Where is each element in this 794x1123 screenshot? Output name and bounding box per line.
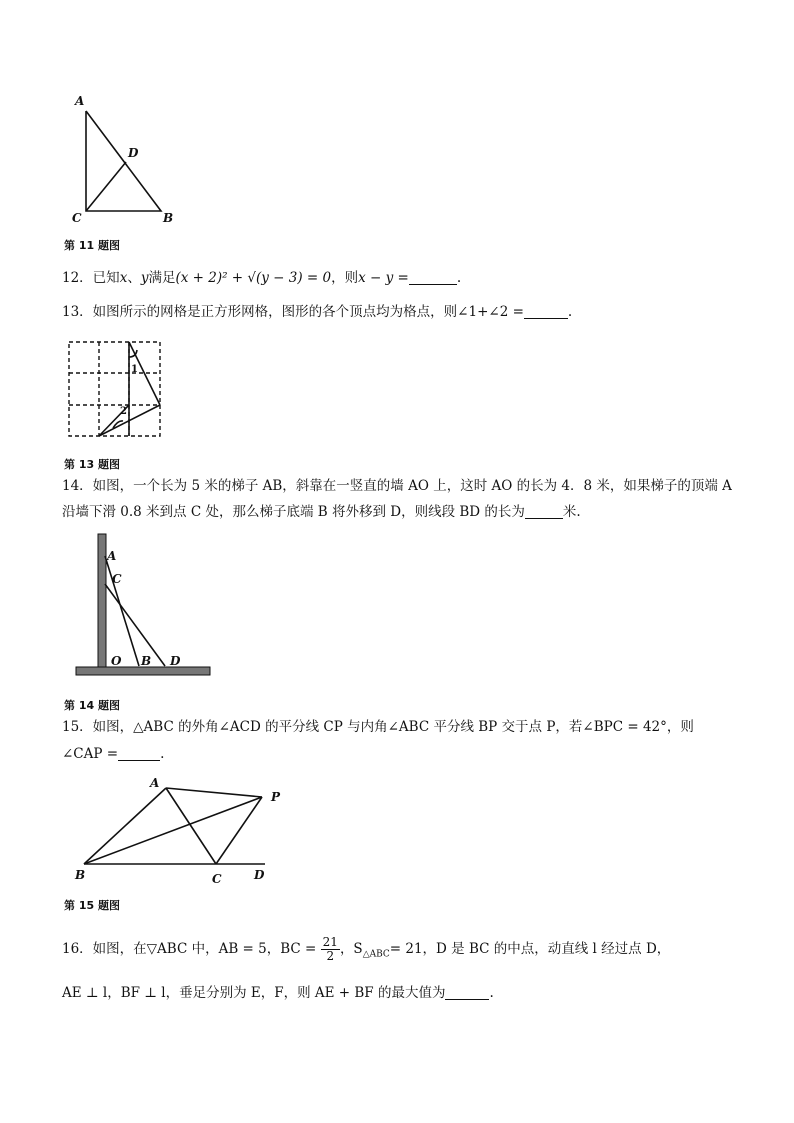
q16-answer-blank[interactable] [445,985,489,1000]
fig15-label-c: C [212,872,222,886]
question-15-line-1: 15．如图，△ABC 的外角∠ACD 的平分线 CP 与内角∠ABC 平分线 BP 交于点 P，若∠BPC = 42°，则 [62,719,694,735]
q15-line2-pre: ∠CAP = [62,746,119,762]
q16-line1-mid: ，S [339,941,363,957]
fig15-label-p: P [271,790,281,804]
q12-var-y: y [140,270,149,286]
q13-text: 13．如图所示的网格是正方形网格，图形的各个顶点均为格点，则∠1+∠2 = [62,304,524,320]
question-16-line-1 [62,935,670,969]
fig14-label-a: A [107,549,117,563]
fig11-label-d: D [128,146,139,160]
fig14-caption: 第 14 题图 [64,699,120,712]
q16-fraction-numerator: 21 [322,935,338,949]
fig11-label-c: C [72,211,82,225]
q12-mid: 满足 [148,270,176,286]
q14-line2-post: 米. [562,504,581,520]
q16-line1-post: = 21，D 是 BC 的中点，动直线 l 经过点 D， [389,941,671,957]
fig14-label-c: C [112,572,122,586]
q16-line2-pre: AE ⊥ l，BF ⊥ l，垂足分别为 E，F，则 AE + BF 的最大值为 [62,985,446,1001]
q12-end: . [456,270,462,286]
fig14-label-d: D [170,654,181,668]
q15-line2-post: . [160,746,165,762]
fig13-angle-2: 2 [120,406,127,417]
q12-pre: 12．已知 [62,270,120,286]
q16-fraction-denominator: 2 [326,949,335,963]
q13-end: . [567,304,573,320]
fig15-label-d: D [254,868,265,882]
q12-expression: (x + 2)² + √(y − 3) = 0 [175,270,332,286]
q16-fraction [321,936,340,963]
fig13-angle-1: 1 [131,364,138,375]
q12-sep: 、 [127,270,141,286]
q12-post: ，则 [331,270,359,286]
q12-var-x: x [119,270,128,286]
fig15-caption: 第 15 题图 [64,899,120,912]
fig14-label-b: B [141,654,152,668]
fig11-caption: 第 11 题图 [64,239,120,252]
question-16-line-2 [62,983,494,1003]
fig11-label-a: A [75,94,85,108]
fig11-label-b: B [163,211,174,225]
q12-ask: x − y = [358,270,409,286]
q16-line1-pre: 16．如图，在▽ABC 中，AB = 5，BC = [62,941,317,957]
fig13-caption: 第 13 题图 [64,458,120,471]
q14-line2-pre: 沿墙下滑 0.8 米到点 C 处，那么梯子底端 B 将外移到 D，则线段 BD 的长为 [62,504,525,520]
fig15-label-a: A [150,776,160,790]
fig15-label-b: B [75,868,86,882]
q16-line2-post: . [489,985,494,1001]
question-14-line-1: 14．如图，一个长为 5 米的梯子 AB，斜靠在一竖直的墙 AO 上，这时 AO 的长为 4．8 米，如果梯子的顶端 A [62,478,732,494]
fig14-label-o: O [111,654,122,668]
q16-area-subscript: △ABC [362,949,390,960]
